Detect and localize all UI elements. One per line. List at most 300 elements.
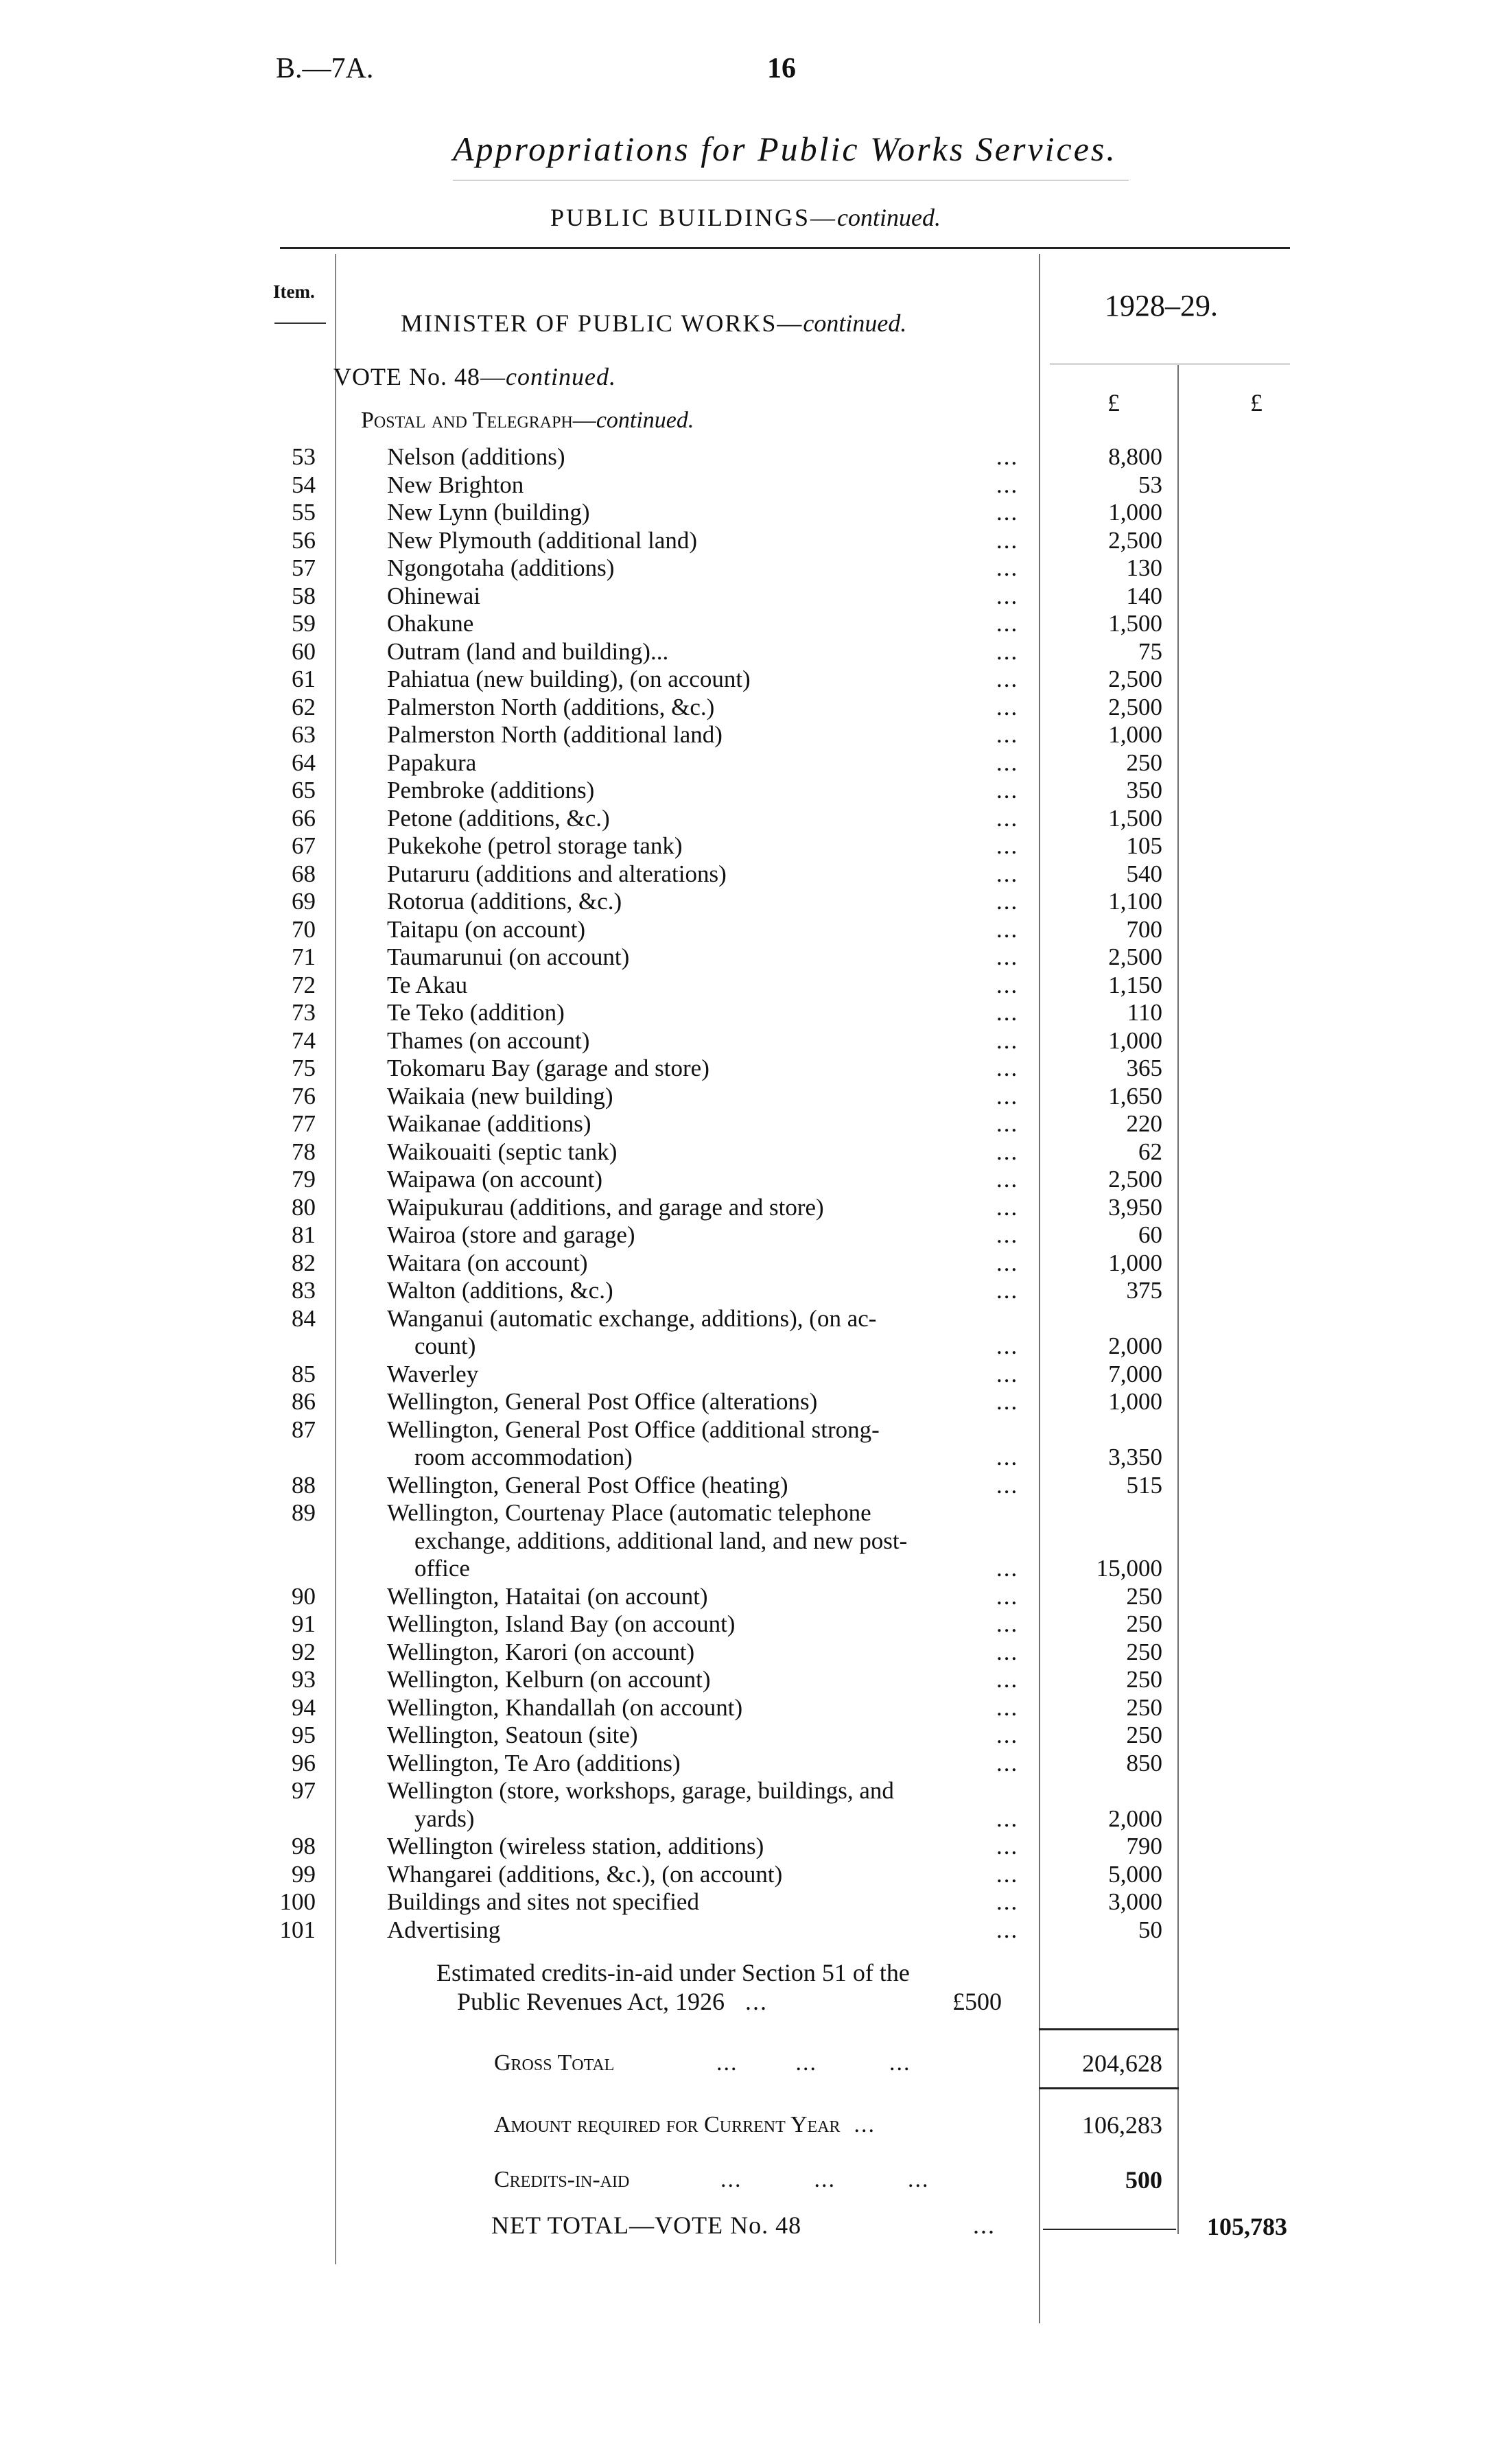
item-description: Pukekohe (petrol storage tank) <box>387 832 683 859</box>
leader-dots: ... <box>996 582 1019 609</box>
section-main: Postal and Telegraph— <box>361 408 596 433</box>
table-row <box>0 1388 1491 1416</box>
table-row <box>0 1499 1491 1527</box>
current-year-label <box>494 2112 876 2138</box>
table-row <box>0 1027 1491 1055</box>
item-amount: 2,500 <box>1108 693 1162 720</box>
item-description: Ohinewai <box>387 582 481 609</box>
item-amount: 1,000 <box>1108 499 1162 526</box>
item-number: 69 <box>292 888 316 915</box>
item-amount: 365 <box>1126 1055 1162 1081</box>
credits-note-line2 <box>436 1987 910 2016</box>
page-subheading <box>0 203 1491 232</box>
minister-main: MINISTER OF PUBLIC WORKS— <box>401 309 803 337</box>
table-row <box>0 916 1491 943</box>
pound-sign-right: £ <box>1250 389 1263 416</box>
table-row <box>0 1110 1491 1138</box>
item-amount: 250 <box>1126 1638 1162 1665</box>
item-description: Thames (on account) <box>387 1026 590 1054</box>
section-continued: continued. <box>596 408 694 433</box>
item-amount: 790 <box>1126 1833 1162 1859</box>
subheading-main: PUBLIC BUILDINGS— <box>550 204 838 231</box>
item-number: 80 <box>292 1193 316 1221</box>
item-number: 85 <box>292 1360 316 1387</box>
item-description: room accommodation) <box>414 1444 633 1470</box>
net-total-dots: ... <box>973 2211 996 2239</box>
item-number: 75 <box>292 1055 316 1081</box>
table-row <box>0 1722 1491 1749</box>
leader-dots: ... <box>996 1471 1019 1499</box>
table-row <box>0 943 1491 971</box>
item-description: Wellington (wireless station, additions) <box>387 1833 764 1859</box>
item-amount: 110 <box>1127 999 1162 1026</box>
item-description: yards) <box>414 1805 475 1832</box>
item-description: exchange, additions, additional land, and new post- <box>414 1527 908 1554</box>
table-row <box>0 499 1491 526</box>
leader-dots: ... <box>996 1666 1019 1693</box>
table-row <box>0 1083 1491 1110</box>
leader-dots: ... <box>996 1444 1019 1470</box>
item-description: Wairoa (store and garage) <box>387 1221 635 1248</box>
item-amount: 7,000 <box>1108 1360 1162 1387</box>
leader-dots: ... <box>996 471 1019 498</box>
item-number: 77 <box>292 1110 316 1137</box>
item-amount: 1,100 <box>1108 888 1162 915</box>
credits-in-aid-value: 500 <box>1125 2166 1162 2194</box>
item-description: Ngongotaha (additions) <box>387 554 615 581</box>
gross-total-value: 204,628 <box>1082 2050 1162 2077</box>
page-heading: Appropriations for Public Works Services. <box>453 130 1117 168</box>
table-row <box>0 888 1491 915</box>
item-description: Waipukurau (additions, and garage and store) <box>387 1193 824 1221</box>
table-row <box>0 1361 1491 1388</box>
table-row <box>0 832 1491 860</box>
table-top-rule <box>280 247 1290 249</box>
vote-main: VOTE No. 48— <box>333 363 506 390</box>
table-row <box>0 721 1491 749</box>
current-year-value: 106,283 <box>1082 2111 1162 2139</box>
net-total-value: 105,783 <box>1207 2213 1287 2240</box>
item-description: Ohakune <box>387 610 474 637</box>
leader-dots: ... <box>996 1888 1019 1915</box>
leader-dots: ... <box>996 1722 1019 1748</box>
item-number: 60 <box>292 637 316 665</box>
item-number: 64 <box>292 749 316 776</box>
leader-dots: ... <box>996 1388 1019 1415</box>
item-amount: 3,350 <box>1108 1444 1162 1470</box>
item-number: 54 <box>292 471 316 498</box>
item-amount: 1,000 <box>1108 1388 1162 1415</box>
table-row <box>0 1694 1491 1722</box>
table-row <box>0 583 1491 610</box>
item-description: Waverley <box>387 1360 479 1387</box>
item-amount: 15,000 <box>1096 1555 1162 1582</box>
item-number: 84 <box>292 1304 316 1332</box>
item-amount: 5,000 <box>1108 1860 1162 1888</box>
leader-dots: ... <box>996 1110 1019 1137</box>
table-row <box>0 1805 1491 1833</box>
item-description: Papakura <box>387 749 477 776</box>
table-row <box>0 1055 1491 1082</box>
item-amount: 250 <box>1126 1666 1162 1693</box>
item-number: 71 <box>292 943 316 970</box>
leader-dots: ... <box>996 777 1019 803</box>
net-total-label: NET TOTAL—VOTE No. 48 <box>491 2211 802 2239</box>
item-number: 81 <box>292 1221 316 1248</box>
item-description: Wellington, General Post Office (alterations) <box>387 1388 818 1415</box>
item-number: 57 <box>292 554 316 581</box>
leader-dots: ... <box>996 637 1019 665</box>
table-row <box>0 1277 1491 1304</box>
item-number: 63 <box>292 721 316 748</box>
vote-continued: continued. <box>505 363 616 390</box>
item-number: 58 <box>292 582 316 609</box>
item-amount: 515 <box>1126 1471 1162 1499</box>
leader-dots: ... <box>996 1193 1019 1221</box>
credits-note-value: £500 <box>952 1988 1002 2015</box>
item-amount: 2,500 <box>1108 526 1162 554</box>
item-description: Taumarunui (on account) <box>387 943 630 970</box>
leader-dots: ... <box>996 1555 1019 1582</box>
item-number: 95 <box>292 1722 316 1748</box>
item-amount: 250 <box>1126 1610 1162 1637</box>
leader-dots: ... <box>996 1026 1019 1054</box>
table-row <box>0 554 1491 582</box>
item-description: Wellington (store, workshops, garage, buildings, and <box>387 1777 894 1804</box>
item-description: Tokomaru Bay (garage and store) <box>387 1055 709 1081</box>
item-number: 89 <box>292 1499 316 1526</box>
item-number: 101 <box>279 1916 316 1943</box>
leader-dots: ... <box>996 1055 1019 1081</box>
item-description: Waikouaiti (septic tank) <box>387 1138 618 1165</box>
item-number: 87 <box>292 1416 316 1443</box>
item-number: 73 <box>292 999 316 1026</box>
item-number: 68 <box>292 860 316 887</box>
item-description: Wellington, Kelburn (on account) <box>387 1666 711 1693</box>
item-amount: 375 <box>1126 1277 1162 1304</box>
pound-sign-left: £ <box>1107 389 1120 416</box>
item-amount: 250 <box>1126 749 1162 776</box>
item-description: Whangarei (additions, &c.), (on account) <box>387 1860 783 1888</box>
leader-dots: ... <box>996 1277 1019 1304</box>
item-description: Pahiatua (new building), (on account) <box>387 666 751 692</box>
leader-dots: ... <box>996 610 1019 637</box>
leader-dots: ... <box>996 443 1019 470</box>
credits-in-aid-dots: ... ... ... <box>720 2167 930 2192</box>
table-row <box>0 1583 1491 1610</box>
leader-dots: ... <box>996 1082 1019 1110</box>
leader-dots: ... <box>996 1360 1019 1387</box>
item-number: 97 <box>292 1777 316 1804</box>
item-description: Waikanae (additions) <box>387 1110 591 1137</box>
item-number: 94 <box>292 1693 316 1721</box>
item-description: Te Teko (addition) <box>387 999 565 1026</box>
item-amount: 850 <box>1126 1749 1162 1776</box>
leader-dots: ... <box>996 1638 1019 1665</box>
leader-dots: ... <box>996 1693 1019 1721</box>
item-number: 78 <box>292 1138 316 1165</box>
item-description: Outram (land and building)... <box>387 637 669 665</box>
table-row <box>0 1221 1491 1249</box>
leader-dots: ... <box>996 1860 1019 1888</box>
item-amount: 540 <box>1126 860 1162 887</box>
credits-in-aid-note <box>436 1958 1002 2016</box>
item-number: 86 <box>292 1388 316 1415</box>
table-row <box>0 1610 1491 1638</box>
leader-dots: ... <box>996 1582 1019 1610</box>
item-description: Advertising <box>387 1916 501 1943</box>
item-description: Wellington, Island Bay (on account) <box>387 1610 736 1637</box>
item-description: New Brighton <box>387 471 524 498</box>
item-number: 83 <box>292 1277 316 1304</box>
item-amount: 75 <box>1138 637 1162 665</box>
leader-dots: ... <box>996 1833 1019 1859</box>
table-row <box>0 1666 1491 1693</box>
table-row <box>0 1472 1491 1499</box>
item-amount: 220 <box>1126 1110 1162 1137</box>
item-amount: 1,500 <box>1108 610 1162 637</box>
leader-dots: ... <box>996 554 1019 581</box>
table-row <box>0 1916 1491 1944</box>
credits-in-aid-text: Credits-in-aid <box>494 2167 630 2192</box>
item-number: 82 <box>292 1249 316 1276</box>
table-row <box>0 1166 1491 1193</box>
table-row <box>0 1333 1491 1360</box>
subheading-continued: continued. <box>837 204 941 231</box>
item-amount: 350 <box>1126 777 1162 803</box>
item-amount: 1,500 <box>1108 804 1162 832</box>
item-description: Putaruru (additions and alterations) <box>387 860 727 887</box>
item-number: 56 <box>292 526 316 554</box>
item-description: Waipawa (on account) <box>387 1166 602 1193</box>
item-number: 92 <box>292 1638 316 1665</box>
table-row <box>0 1138 1491 1166</box>
table-row <box>0 471 1491 499</box>
leader-dots: ... <box>996 1805 1019 1832</box>
item-number: 88 <box>292 1471 316 1499</box>
item-number: 61 <box>292 666 316 692</box>
item-number: 90 <box>292 1582 316 1610</box>
leader-dots: ... <box>996 721 1019 748</box>
leader-dots: ... <box>996 1749 1019 1776</box>
item-description: Wellington, Karori (on account) <box>387 1638 695 1665</box>
item-description: Palmerston North (additional land) <box>387 721 723 748</box>
table-row <box>0 638 1491 666</box>
item-number: 93 <box>292 1666 316 1693</box>
table-row <box>0 749 1491 777</box>
item-amount: 60 <box>1138 1221 1162 1248</box>
item-amount: 140 <box>1126 582 1162 609</box>
item-number: 99 <box>292 1860 316 1888</box>
item-description: Waitara (on account) <box>387 1249 588 1276</box>
item-number: 62 <box>292 693 316 720</box>
item-number: 72 <box>292 971 316 998</box>
item-amount: 130 <box>1126 554 1162 581</box>
leader-dots: ... <box>996 526 1019 554</box>
item-number: 100 <box>279 1888 316 1915</box>
item-number: 67 <box>292 832 316 859</box>
leader-dots: ... <box>996 1610 1019 1637</box>
table-row <box>0 694 1491 721</box>
item-amount: 250 <box>1126 1582 1162 1610</box>
item-amount: 1,150 <box>1108 971 1162 998</box>
item-description: Nelson (additions) <box>387 443 565 470</box>
credits-note-line1: Estimated credits-in-aid under Section 51 of the <box>436 1959 910 1986</box>
item-column-header: Item. <box>273 281 315 302</box>
item-description: Wellington, Courtenay Place (automatic telephone <box>387 1499 871 1526</box>
table-row <box>0 1861 1491 1888</box>
table-row <box>0 1777 1491 1805</box>
table-row <box>0 777 1491 804</box>
page-number: 16 <box>767 53 796 84</box>
item-description: New Plymouth (additional land) <box>387 526 698 554</box>
item-description: Te Akau <box>387 971 468 998</box>
leader-dots: ... <box>996 943 1019 970</box>
leader-dots: ... <box>996 888 1019 915</box>
item-amount: 1,000 <box>1108 1249 1162 1276</box>
item-number: 79 <box>292 1166 316 1193</box>
item-description: Wellington, Hataitai (on account) <box>387 1582 708 1610</box>
table-row <box>0 1249 1491 1277</box>
item-number: 98 <box>292 1833 316 1859</box>
item-amount: 62 <box>1138 1138 1162 1165</box>
item-amount: 250 <box>1126 1693 1162 1721</box>
table-row <box>0 1305 1491 1333</box>
table-row <box>0 1527 1491 1555</box>
gross-total-top-rule <box>1039 2028 1179 2030</box>
leader-dots: ... <box>996 693 1019 720</box>
item-number: 66 <box>292 804 316 832</box>
table-row <box>0 1194 1491 1221</box>
year-column-header: 1928–29. <box>1105 289 1218 322</box>
credits-in-aid-label <box>494 2167 629 2193</box>
item-number: 55 <box>292 499 316 526</box>
leader-dots: ... <box>996 1333 1019 1359</box>
item-description: Wanganui (automatic exchange, additions), (on ac- <box>387 1304 877 1332</box>
item-amount: 2,500 <box>1108 666 1162 692</box>
item-amount: 50 <box>1138 1916 1162 1943</box>
table-row <box>0 443 1491 471</box>
item-description: Wellington, Khandallah (on account) <box>387 1693 743 1721</box>
leader-dots: ... <box>996 1221 1019 1248</box>
gross-total-label <box>494 2050 614 2076</box>
table-row <box>0 1833 1491 1860</box>
item-amount: 2,000 <box>1108 1333 1162 1359</box>
item-number: 53 <box>292 443 316 470</box>
table-row <box>0 666 1491 693</box>
item-description: Petone (additions, &c.) <box>387 804 610 832</box>
item-amount: 3,950 <box>1108 1193 1162 1221</box>
item-description: count) <box>414 1333 476 1359</box>
minister-heading <box>401 309 906 338</box>
gross-total-text: Gross Total <box>494 2050 615 2076</box>
section-heading <box>361 408 694 434</box>
item-amount: 2,500 <box>1108 943 1162 970</box>
item-number: 70 <box>292 915 316 943</box>
item-amount: 105 <box>1126 832 1162 859</box>
leader-dots: ... <box>996 749 1019 776</box>
credits-note-dots: ... <box>744 1988 768 2015</box>
leader-dots: ... <box>996 860 1019 887</box>
table-row <box>0 1888 1491 1916</box>
item-number: 96 <box>292 1749 316 1776</box>
item-description: Wellington, General Post Office (additional strong- <box>387 1416 880 1443</box>
item-amount: 1,000 <box>1108 721 1162 748</box>
item-description: Buildings and sites not specified <box>387 1888 699 1915</box>
item-description: Taitapu (on account) <box>387 915 586 943</box>
item-number: 65 <box>292 777 316 803</box>
item-number: 76 <box>292 1082 316 1110</box>
item-description: New Lynn (building) <box>387 499 590 526</box>
leader-dots: ... <box>996 971 1019 998</box>
current-year-dots: ... <box>854 2112 876 2137</box>
leader-dots: ... <box>996 666 1019 692</box>
item-amount: 2,000 <box>1108 1805 1162 1832</box>
table-row <box>0 1444 1491 1471</box>
item-description: Walton (additions, &c.) <box>387 1277 613 1304</box>
item-amount: 3,000 <box>1108 1888 1162 1915</box>
credits-note-act: Public Revenues Act, 1926 <box>457 1988 725 2015</box>
leader-dots: ... <box>996 832 1019 859</box>
item-number: 91 <box>292 1610 316 1637</box>
item-header-rule <box>274 322 326 324</box>
item-description: Waikaia (new building) <box>387 1082 613 1110</box>
document-reference: B.—7A. <box>276 53 374 84</box>
item-description: Palmerston North (additions, &c.) <box>387 693 715 720</box>
item-amount: 53 <box>1138 471 1162 498</box>
current-year-text: Amount required for Current Year <box>494 2112 841 2137</box>
gross-total-bottom-rule <box>1039 2087 1179 2089</box>
vote-heading <box>333 362 616 391</box>
item-description: Wellington, General Post Office (heating) <box>387 1471 788 1499</box>
item-number: 74 <box>292 1026 316 1054</box>
item-description: Wellington, Te Aro (additions) <box>387 1749 681 1776</box>
table-row <box>0 1639 1491 1666</box>
table-row <box>0 527 1491 554</box>
item-number: 59 <box>292 610 316 637</box>
item-description: Pembroke (additions) <box>387 777 595 803</box>
item-amount: 2,500 <box>1108 1166 1162 1193</box>
table-row <box>0 1750 1491 1777</box>
leader-dots: ... <box>996 499 1019 526</box>
item-description: Wellington, Seatoun (site) <box>387 1722 638 1748</box>
table-row <box>0 805 1491 832</box>
minister-continued: continued. <box>803 309 907 337</box>
leader-dots: ... <box>996 915 1019 943</box>
leader-dots: ... <box>996 1916 1019 1943</box>
leader-dots: ... <box>996 1166 1019 1193</box>
item-amount: 250 <box>1126 1722 1162 1748</box>
item-amount: 1,000 <box>1108 1026 1162 1054</box>
table-row <box>0 610 1491 637</box>
leader-dots: ... <box>996 999 1019 1026</box>
table-row <box>0 972 1491 999</box>
item-description: office <box>414 1555 470 1582</box>
table-row <box>0 1416 1491 1444</box>
item-amount: 700 <box>1126 915 1162 943</box>
table-row <box>0 860 1491 888</box>
item-amount: 1,650 <box>1108 1082 1162 1110</box>
item-description: Rotorua (additions, &c.) <box>387 888 622 915</box>
gross-total-dots: ... ... ... <box>716 2050 911 2076</box>
item-amount: 8,800 <box>1108 443 1162 470</box>
table-row <box>0 999 1491 1026</box>
leader-dots: ... <box>996 1249 1019 1276</box>
net-total-rule <box>1043 2229 1176 2230</box>
table-row <box>0 1555 1491 1582</box>
leader-dots: ... <box>996 804 1019 832</box>
leader-dots: ... <box>996 1138 1019 1165</box>
